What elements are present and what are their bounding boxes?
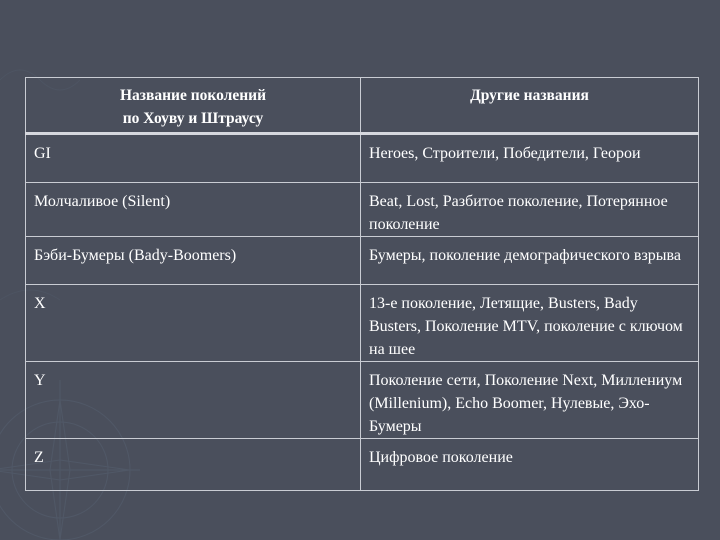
generation-name: Y (34, 372, 46, 389)
generation-name: Z (34, 449, 44, 466)
table-row (26, 285, 699, 362)
generation-name: Бэби-Бумеры (Bady-Boomers) (34, 247, 237, 264)
generation-name-cell (26, 183, 361, 237)
generation-name-cell (26, 285, 361, 362)
header-generation-name-line1: Название поколений (119, 87, 267, 104)
other-names: 13-е поколение, Летящие, Busters, Bady Busters, Поколение MTV, поколение с ключом на шее (369, 295, 683, 358)
header-generation-name-line2: по Хоуву и Штраусу (122, 110, 264, 127)
table-row (26, 362, 699, 439)
other-names-cell (361, 362, 699, 439)
other-names-cell (361, 439, 699, 491)
table-row (26, 237, 699, 285)
generation-name-cell (26, 237, 361, 285)
table-row (26, 439, 699, 491)
table-header-row (26, 78, 699, 134)
header-other-names (361, 78, 699, 134)
other-names: Бумеры, поколение демографического взрыва (369, 247, 681, 264)
other-names: Heroes, Строители, Победители, Георои (369, 145, 641, 162)
other-names: Beat, Lost, Разбитое поколение, Потерянное поколение (369, 193, 668, 233)
table-row (26, 183, 699, 237)
other-names-cell (361, 237, 699, 285)
other-names-cell (361, 285, 699, 362)
other-names: Поколение сети, Поколение Next, Миллениум (Millenium), Echo Boomer, Нулевые, Эхо-Бумеры (369, 372, 683, 435)
generations-table (25, 77, 699, 491)
other-names: Цифровое поколение (369, 449, 513, 466)
generation-name: Молчаливое (Silent) (34, 193, 171, 210)
other-names-cell (361, 134, 699, 183)
header-other-names-label: Другие названия (470, 87, 589, 104)
generation-name: X (34, 295, 46, 312)
generation-name-cell (26, 439, 361, 491)
table-row (26, 134, 699, 183)
generation-name-cell (26, 362, 361, 439)
other-names-cell (361, 183, 699, 237)
generation-name-cell (26, 134, 361, 183)
header-generation-name (26, 78, 361, 134)
generation-name: GI (34, 145, 51, 162)
